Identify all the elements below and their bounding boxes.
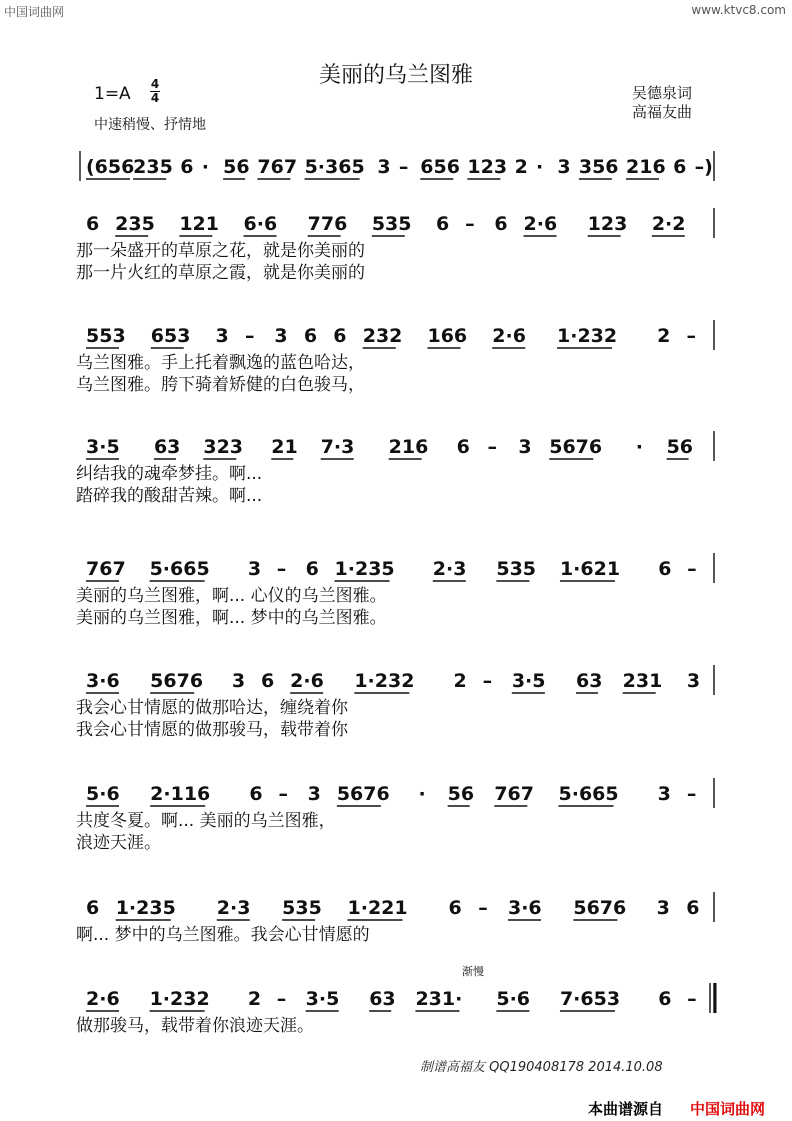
jianpu-note-group: 3·5 (511, 670, 546, 692)
lyric-line: 美丽的乌兰图雅，啊... 心仪的乌兰图雅。 (76, 586, 387, 606)
jianpu-note-group: 3·5 (305, 988, 340, 1010)
jianpu-note-group: 63 (369, 988, 396, 1010)
jianpu-note-group: 2 (657, 325, 671, 347)
jianpu-note-group: 2 (247, 988, 262, 1010)
lyric-line: 乌兰图雅。手上托着飘逸的蓝色哈达， (76, 353, 365, 373)
lyric-line: 乌兰图雅。胯下骑着矫健的白色骏马， (76, 375, 365, 395)
jianpu-note-group: 553 (86, 325, 126, 347)
jianpu-note-group: 6 (333, 325, 347, 347)
jianpu-note-group: 6 (303, 325, 318, 347)
jianpu-note-group: 5·6 (496, 988, 531, 1010)
jianpu-note-group: 535 (496, 558, 537, 580)
jianpu-note-group: 3 (656, 897, 670, 919)
jianpu-note-group: 535 (282, 897, 322, 919)
jianpu-note-group: – (687, 558, 697, 580)
jianpu-note-group: 2·6 (492, 325, 526, 347)
jianpu-note-group: 5676 (150, 670, 204, 692)
lyric-line: 做那骏马，载带着你浪迹天涯。 (76, 1016, 314, 1036)
jianpu-note-group: 3 (231, 670, 246, 692)
jianpu-note-group: – (276, 988, 287, 1010)
jianpu-note-group: 235 (115, 213, 155, 235)
jianpu-note-group: 2 (453, 670, 467, 692)
jianpu-note-group: 6 (658, 988, 672, 1010)
jianpu-note-group: 656 (420, 156, 460, 178)
lyric-line: 纠结我的魂牵梦挂。啊... (76, 464, 263, 484)
tempo-change-mark: 渐慢 (462, 965, 484, 978)
jianpu-note-group: 2·6 (290, 670, 324, 692)
jianpu-note-group: 123 (587, 213, 628, 235)
source-label: 本曲谱源自 (588, 1100, 664, 1118)
key-signature: 1=A (94, 84, 131, 104)
jianpu-note-group: 3·6 (507, 897, 542, 919)
jianpu-note-group: 3 (557, 156, 571, 178)
lyric-line: 那一片火红的草原之霞，就是你美丽的 (76, 263, 365, 283)
jianpu-note-group: 3·6 (86, 670, 120, 692)
jianpu-note-group: 6 (494, 213, 508, 235)
lyricist-credit: 吴德泉词 (632, 84, 693, 102)
jianpu-note-group: 6 (686, 897, 700, 919)
jianpu-note-group: 6 (86, 897, 100, 919)
time-sig-top: 4 (150, 77, 160, 91)
jianpu-note-group: 3 (657, 783, 671, 805)
jianpu-note-group: 767 (86, 558, 126, 580)
song-title: 美丽的乌兰图雅 (318, 63, 473, 88)
jianpu-note-group: 3 (686, 670, 701, 692)
jianpu-note-group: 63 (153, 436, 181, 458)
jianpu-note-group: 6 (261, 670, 275, 692)
jianpu-note-group: – (398, 156, 409, 178)
jianpu-note-group: 535 (371, 213, 412, 235)
jianpu-note-group: 6 (436, 213, 450, 235)
jianpu-note-group: 6 (305, 558, 319, 580)
jianpu-note-group: 6 (673, 156, 687, 178)
tempo-marking: 中速稍慢、抒情地 (94, 117, 206, 133)
jianpu-note-group: 121 (179, 213, 220, 235)
jianpu-note-group: 232 (362, 325, 403, 347)
jianpu-note-group: 235 (133, 156, 173, 178)
jianpu-note-group: 63 (576, 670, 603, 692)
jianpu-note-group: 6 (180, 156, 194, 178)
jianpu-note-group: 2·116 (150, 783, 211, 805)
jianpu-note-group: 3 (247, 558, 262, 580)
jianpu-note-group: 323 (203, 436, 244, 458)
jianpu-note-group: 5·665 (558, 783, 619, 805)
jianpu-note-group: · (536, 156, 544, 178)
jianpu-note-group: 6 (86, 213, 100, 235)
jianpu-note-group: 3 (377, 156, 391, 178)
jianpu-note-group: – (465, 213, 475, 235)
jianpu-note-group: 1·621 (559, 558, 621, 580)
jianpu-note-group: 1·232 (354, 670, 415, 692)
lyric-line: 那一朵盛开的草原之花，就是你美丽的 (76, 241, 365, 261)
lyric-line: 啊... 梦中的乌兰图雅。我会心甘情愿的 (76, 925, 370, 945)
jianpu-note-group: 3·5 (86, 436, 120, 458)
jianpu-note-group: 1·232 (149, 988, 210, 1010)
notation-credit: 制谱高福友 QQ190408178 2014.10.08 (420, 1060, 663, 1075)
jianpu-note-group: 6 (456, 436, 470, 458)
jianpu-note-group: – (244, 325, 255, 347)
jianpu-note-group: 5·6 (86, 783, 120, 805)
jianpu-note-group: 166 (427, 325, 468, 347)
jianpu-note-group: 2·3 (432, 558, 467, 580)
jianpu-note-group: · (635, 436, 643, 458)
jianpu-note-group: 2·3 (216, 897, 251, 919)
jianpu-note-group: – (278, 783, 288, 805)
jianpu-note-group: 5676 (549, 436, 603, 458)
jianpu-note-group: 3 (307, 783, 321, 805)
lyric-line: 浪迹天涯。 (76, 833, 161, 853)
jianpu-note-group: 5676 (336, 783, 390, 805)
jianpu-note-group: 1·235 (334, 558, 395, 580)
jianpu-note-group: 5676 (573, 897, 627, 919)
jianpu-note-group: 2·2 (651, 213, 686, 235)
jianpu-note-group: · (418, 783, 426, 805)
jianpu-note-group: 1·235 (115, 897, 176, 919)
lyric-line: 我会心甘情愿的做那哈达，缠绕着你 (76, 698, 348, 718)
jianpu-note-group: 3 (274, 325, 288, 347)
jianpu-note-group: 7·653 (559, 988, 621, 1010)
jianpu-note-group: 56 (223, 156, 250, 178)
source-site: 中国词曲网 (690, 1100, 766, 1118)
jianpu-note-group: 231 (622, 670, 663, 692)
jianpu-note-group: – (487, 436, 497, 458)
lyric-line: 美丽的乌兰图雅，啊... 梦中的乌兰图雅。 (76, 608, 387, 628)
jianpu-note-group: 231· (415, 988, 463, 1010)
jianpu-note-group: 216 (388, 436, 429, 458)
jianpu-note-group: 2·6 (86, 988, 120, 1010)
jianpu-note-group: 5·665 (149, 558, 210, 580)
jianpu-note-group: 56 (666, 436, 694, 458)
jianpu-note-group: 356 (578, 156, 619, 178)
lyric-line: 共度冬夏。啊... 美丽的乌兰图雅， (76, 811, 336, 831)
jianpu-note-group: · (201, 156, 209, 178)
jianpu-note-group: – (276, 558, 287, 580)
jianpu-note-group: 3 (215, 325, 229, 347)
jianpu-note-group: 56 (447, 783, 475, 805)
jianpu-note-group: 6 (448, 897, 462, 919)
jianpu-note-group: 6·6 (243, 213, 278, 235)
jianpu-note-group: 7·3 (320, 436, 355, 458)
jianpu-note-group: 216 (626, 156, 666, 178)
jianpu-note-group: 767 (494, 783, 535, 805)
jianpu-note-group: – (482, 670, 493, 692)
jianpu-note-group: 2 (514, 156, 528, 178)
score-layer (76, 151, 715, 1036)
jianpu-note-group: (656 (86, 156, 135, 178)
jianpu-note-group: 1·221 (347, 897, 408, 919)
jianpu-note-group: – (686, 783, 697, 805)
jianpu-note-group: 6 (249, 783, 263, 805)
time-sig-bottom: 4 (150, 91, 160, 105)
jianpu-note-group: 653 (150, 325, 191, 347)
watermark-right: www.ktvc8.com (691, 3, 786, 17)
jianpu-note-group: – (686, 325, 697, 347)
jianpu-note-group: 3 (518, 436, 532, 458)
jianpu-note-group: – (687, 988, 697, 1010)
jianpu-note-group: 2·6 (523, 213, 558, 235)
lyric-line: 我会心甘情愿的做那骏马，载带着你 (76, 720, 348, 740)
jianpu-note-group: 6 (658, 558, 672, 580)
watermark-left: 中国词曲网 (4, 5, 65, 19)
jianpu-note-group: 776 (307, 213, 348, 235)
jianpu-note-group: 5·365 (304, 156, 365, 178)
jianpu-note-group: 767 (257, 156, 298, 178)
jianpu-note-group: – (478, 897, 488, 919)
jianpu-note-group: 21 (271, 436, 298, 458)
jianpu-note-group: 123 (467, 156, 508, 178)
composer-credit: 高福友曲 (632, 103, 693, 121)
jianpu-note-group: 1·232 (557, 325, 618, 347)
lyric-line: 踏碎我的酸甜苦辣。啊... (76, 486, 263, 506)
jianpu-note-group: –) (694, 156, 713, 178)
